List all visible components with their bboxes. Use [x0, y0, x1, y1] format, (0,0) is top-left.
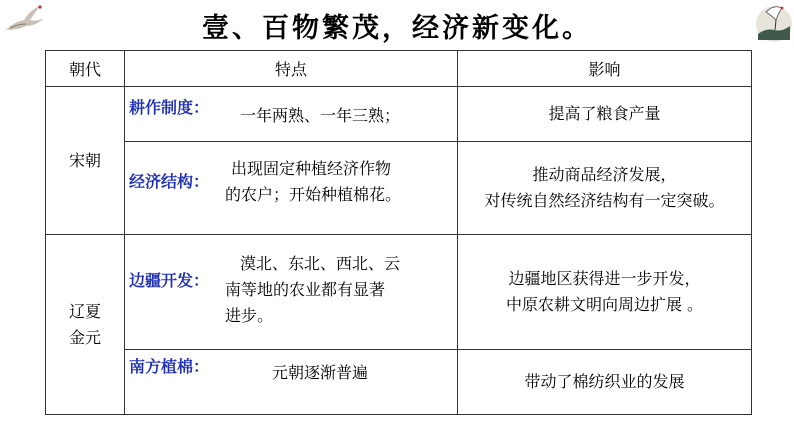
impact-cell	[458, 350, 752, 415]
feature-label: 耕作制度：	[129, 98, 210, 117]
feature-text: 南等地的农业都有显著	[225, 280, 386, 299]
feature-cell	[125, 235, 458, 350]
impact-cell	[458, 235, 752, 350]
table-row	[46, 87, 752, 142]
feature-cell	[125, 87, 458, 142]
feature-text: 一年两熟、一年三熟；	[240, 106, 401, 125]
impact-text: 提高了粮食产量	[548, 104, 661, 123]
feature-text: 进步。	[225, 306, 274, 325]
header-dynasty: 朝代	[46, 51, 125, 87]
table-row	[46, 235, 752, 350]
table-header-row	[46, 51, 752, 87]
feature-label: 南方植棉：	[129, 357, 210, 376]
feature-text: 的农户；开始种植棉花。	[225, 185, 402, 204]
header-impact: 影响	[458, 51, 752, 87]
impact-text: 带动了棉纺织业的发展	[524, 372, 685, 391]
economy-table	[45, 50, 752, 415]
dynasty-song: 宋朝	[68, 150, 101, 170]
dynasty-liao-xia: 辽夏	[68, 301, 101, 321]
feature-text: 漠北、东北、西北、云	[240, 254, 401, 273]
table-row	[46, 142, 752, 235]
impact-cell	[458, 142, 752, 235]
feature-cell	[125, 350, 458, 415]
feature-label: 边疆开发：	[129, 271, 210, 290]
impact-text: 中原农耕文明向周边扩展 。	[505, 295, 704, 314]
feature-label: 经济结构：	[129, 172, 210, 191]
dynasty-cell-liao-xia-jin-yuan	[46, 235, 125, 415]
dynasty-jin-yuan: 金元	[68, 327, 101, 347]
impact-text: 推动商品经济发展，	[532, 165, 677, 184]
page-title: 壹、百物繁茂，经济新变化。	[202, 13, 592, 44]
feature-cell	[125, 142, 458, 235]
table-row	[46, 350, 752, 415]
impact-text: 边疆地区获得进一步开发，	[508, 269, 701, 288]
header-features: 特点	[125, 51, 458, 87]
impact-cell	[458, 87, 752, 142]
feature-text: 元朝逐渐普遍	[272, 363, 369, 382]
feature-text: 出现固定种植经济作物	[231, 159, 392, 178]
impact-text: 对传统自然经济结构有一定突破。	[484, 191, 725, 210]
dynasty-cell-song	[46, 87, 125, 235]
